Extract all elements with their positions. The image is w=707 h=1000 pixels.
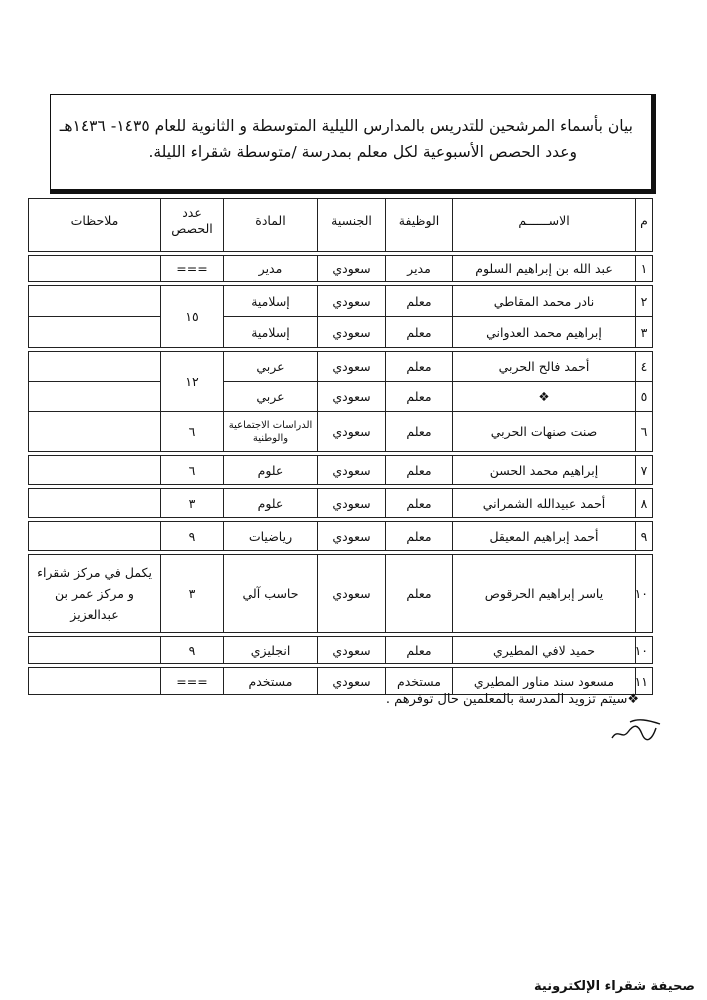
row-notes [29, 382, 161, 412]
row-index: ٨ [636, 489, 653, 518]
row-nationality: سعودي [318, 637, 386, 664]
row-job: معلم [386, 522, 453, 551]
row-subject: إسلامية [224, 286, 318, 317]
row-name: مسعود سند مناور المطيري [453, 668, 636, 695]
row-nationality: سعودي [318, 522, 386, 551]
row-notes: يكمل في مركز شقراء و مركز عمر بن عبدالعزيز [29, 555, 161, 633]
row-job: مدير [386, 256, 453, 282]
row-subject: انجليزي [224, 637, 318, 664]
row-index: ٩ [636, 522, 653, 551]
header-job: الوظيفة [386, 199, 453, 252]
row-index: ٦ [636, 412, 653, 452]
row-name: أحمد عبيدالله الشمراني [453, 489, 636, 518]
row-subject: إسلامية [224, 317, 318, 348]
signature-mark [608, 710, 668, 746]
row-notes [29, 668, 161, 695]
row-periods: === [161, 668, 224, 695]
header-index: م [636, 199, 653, 252]
row-periods: ١٢ [161, 352, 224, 412]
row-nationality: سعودي [318, 352, 386, 382]
row-index: ١١ [636, 668, 653, 695]
table-row [29, 637, 653, 664]
table-row [29, 382, 653, 412]
table-row [29, 489, 653, 518]
title-line-2: وعدد الحصص الأسبوعية لكل معلم بمدرسة /متوسطة شقراء الليلة. [148, 143, 577, 161]
publisher-brand: صحيفة شقراء الإلكترونية [534, 979, 695, 994]
row-nationality: سعودي [318, 382, 386, 412]
row-periods: ٩ [161, 522, 224, 551]
row-name: إبراهيم محمد العدواني [453, 317, 636, 348]
table-row [29, 668, 653, 695]
row-job: معلم [386, 352, 453, 382]
row-job: معلم [386, 489, 453, 518]
header-subject: المادة [224, 199, 318, 252]
row-nationality: سعودي [318, 489, 386, 518]
row-periods: ٦ [161, 412, 224, 452]
row-job: معلم [386, 382, 453, 412]
row-job: معلم [386, 412, 453, 452]
row-subject: علوم [224, 456, 318, 485]
row-periods: ٣ [161, 555, 224, 633]
row-subject: حاسب آلي [224, 555, 318, 633]
header-notes: ملاحظات [29, 199, 161, 252]
table-header-row [29, 199, 653, 252]
row-job: معلم [386, 637, 453, 664]
row-nationality: سعودي [318, 668, 386, 695]
row-name: إبراهيم محمد الحسن [453, 456, 636, 485]
row-job: معلم [386, 456, 453, 485]
row-job: معلم [386, 286, 453, 317]
row-nationality: سعودي [318, 555, 386, 633]
table-row [29, 286, 653, 317]
row-index: ٥ [636, 382, 653, 412]
row-periods: ١٥ [161, 286, 224, 348]
row-index: ١ [636, 256, 653, 282]
row-name: حميد لافي المطيري [453, 637, 636, 664]
row-nationality: سعودي [318, 256, 386, 282]
candidates-table [28, 198, 653, 695]
table-row [29, 317, 653, 348]
row-notes [29, 317, 161, 348]
row-notes [29, 256, 161, 282]
row-notes [29, 489, 161, 518]
row-nationality: سعودي [318, 456, 386, 485]
table-row [29, 412, 653, 452]
row-job: معلم [386, 317, 453, 348]
row-subject: علوم [224, 489, 318, 518]
table-row [29, 522, 653, 551]
row-job: مستخدم [386, 668, 453, 695]
row-name: نادر محمد المقاطي [453, 286, 636, 317]
row-notes [29, 352, 161, 382]
row-notes [29, 637, 161, 664]
row-nationality: سعودي [318, 412, 386, 452]
document-title-box [50, 94, 656, 194]
table-row [29, 456, 653, 485]
row-name: صنت صنهات الحربي [453, 412, 636, 452]
row-periods: ٦ [161, 456, 224, 485]
row-nationality: سعودي [318, 317, 386, 348]
row-nationality: سعودي [318, 286, 386, 317]
row-index: ٤ [636, 352, 653, 382]
row-subject: مستخدم [224, 668, 318, 695]
footnote: ❖سيتم تزويد المدرسة بالمعلمين حال توفرهم . [385, 692, 639, 707]
row-notes [29, 286, 161, 317]
row-index: ٣ [636, 317, 653, 348]
row-name: عبد الله بن إبراهيم السلوم [453, 256, 636, 282]
row-name: أحمد فالح الحربي [453, 352, 636, 382]
header-periods: عدد الحصص [161, 199, 224, 252]
row-index: ١٠ [636, 637, 653, 664]
row-name: ياسر إبراهيم الحرقوص [453, 555, 636, 633]
row-periods: === [161, 256, 224, 282]
header-nationality: الجنسية [318, 199, 386, 252]
row-name: أحمد إبراهيم المعيقل [453, 522, 636, 551]
table-row [29, 555, 653, 633]
row-index: ١٠ [636, 555, 653, 633]
row-subject: رياضيات [224, 522, 318, 551]
row-subject: مدير [224, 256, 318, 282]
table-row [29, 256, 653, 282]
row-notes [29, 522, 161, 551]
title-line-1: بيان بأسماء المرشحين للتدريس بالمدارس الليلية المتوسطة و الثانوية للعام ١٤٣٥- ١٤٣٦هـ [59, 117, 633, 135]
header-name: الاســــــم [453, 199, 636, 252]
row-notes [29, 412, 161, 452]
row-index: ٧ [636, 456, 653, 485]
row-periods: ٩ [161, 637, 224, 664]
table-row [29, 352, 653, 382]
row-name: ❖ [453, 382, 636, 412]
row-periods: ٣ [161, 489, 224, 518]
row-subject: الدراسات الاجتماعية والوطنية [224, 412, 318, 452]
row-subject: عربي [224, 352, 318, 382]
row-index: ٢ [636, 286, 653, 317]
row-notes [29, 456, 161, 485]
row-subject: عربي [224, 382, 318, 412]
row-job: معلم [386, 555, 453, 633]
